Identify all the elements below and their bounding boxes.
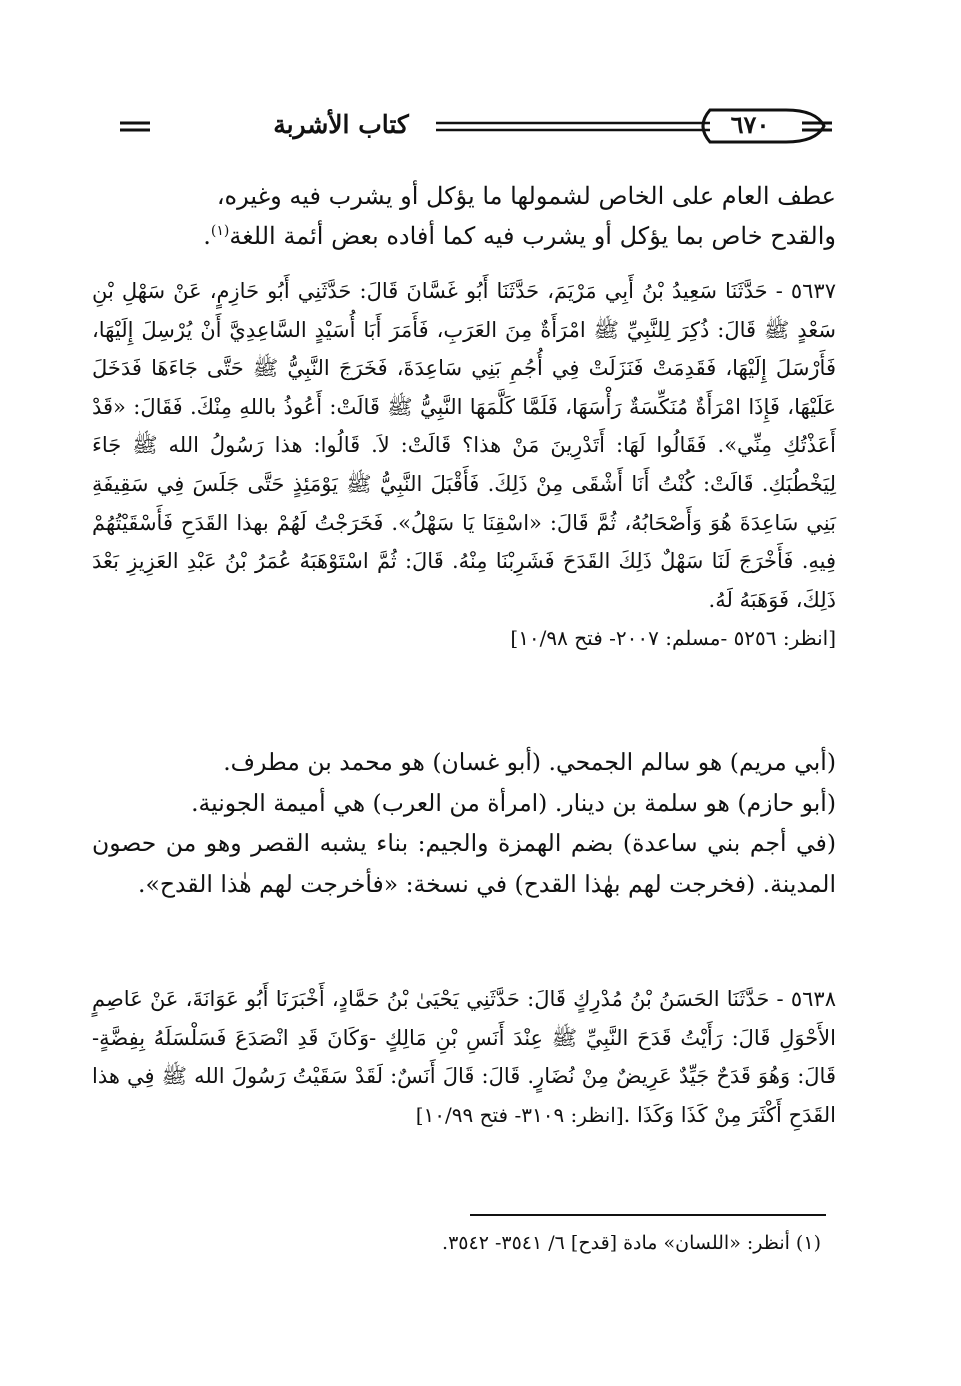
footnote-divider xyxy=(470,1214,826,1216)
intro-line-1: عطف العام على الخاص لشمولها ما يؤكل أو يشرب فيه وغيره، xyxy=(216,182,836,210)
intro-line-2 xyxy=(92,216,836,256)
commentary-notes xyxy=(92,742,836,904)
hadith-5637-text: ٥٦٣٧ - حَدَّثَنَا سَعِيدُ بْنُ أَبِي مَرْيَمَ، حَدَّثَنَا أَبُو غَسَّانَ قَالَ: حَدَّثَنِي أَبُو حَازِمٍ، عَنْ سَهْلِ بْنِ سَعْدٍ ﷺ قَالَ: ذُكِرَ لِلنَّبِيِّ ﷺ امْرَأَةٌ مِنَ العَرَبِ، فَأَمَرَ أَبَا أُسَيْدٍ السَّاعِدِيَّ أَنْ يُرْسِلَ إِلَيْهَا، فَأَرْسَلَ إِلَيْهَا، فَقَدِمَتْ فَنَزَلَتْ فِي أُجُمِ بَنِي سَاعِدَةَ، فَخَرَجَ النَّبِيُّ ﷺ حَتَّى جَاءَهَا فَدَخَلَ عَلَيْهَا، فَإِذَا امْرَأَةٌ مُنَكِّسَةٌ رَأْسَهَا، فَلَمَّا كَلَّمَهَا النَّبِيُّ ﷺ قَالَتْ: أَعُوذُ باللهِ مِنْكَ. فَقَالَ: «قَدْ أَعَذْتُكِ مِنِّي». فَقَالُوا لَهَا: أَتَدْرِينَ مَنْ هذا؟ قَالَتْ: لاَ. قَالُوا: هذا رَسُولُ الله ﷺ جَاءَ لِيَخْطُبَكِ. قَالَتْ: كُنْتُ أَنَا أَشْقَى مِنْ ذَلِكَ. فَأَقْبَلَ النَّبِيُّ ﷺ يَوْمَئِذٍ حَتَّى جَلَسَ فِي سَقِيفَةِ بَنِي سَاعِدَةَ هُوَ وَأَصْحَابُهُ، ثُمَّ قَالَ: «اسْقِنَا يَا سَهْلُ». فَخَرَجْتُ لَهُمْ بهذا القَدَحِ فَأَسْقَيْتُهُمْ فِيهِ. فَأَخْرَجَ لَنَا سَهْلٌ ذَلِكَ القَدَحَ فَشَرِبْنَا مِنْهُ. قَالَ: ثُمَّ اسْتَوْهَبَهُ عُمَرُ بْنُ عَبْدِ العَزِيزِ بَعْدَ ذَلِكَ، فَوَهَبَهُ لَهُ. xyxy=(92,279,837,612)
note-line-3: (في أجم بني ساعدة) بضم الهمزة والجيم: بناء يشبه القصر وهو من حصون المدينة. (فخرجت لهم بهٰذا القدح) في نسخة: «فأخرجت لهم هٰذا القدح». xyxy=(92,829,836,898)
intro-paragraph xyxy=(92,176,836,256)
footnote: (١) أنظر: «اللسان» مادة [قدح] ٦/ ٣٥٤١- ٣٥٤٢. xyxy=(442,1232,821,1254)
book-title: كتاب الأشربة xyxy=(246,108,436,142)
hadith-5638 xyxy=(92,980,836,1134)
note-line-2: (أبو حازم) هو سلمة بن دينار. (امرأة من العرب) هي أميمة الجونية. xyxy=(191,788,836,817)
intro-line-2-text: والقدح خاص بما يؤكل أو يشرب فيه كما أفاده بعض أئمة اللغة xyxy=(229,222,836,250)
hadith-5637 xyxy=(92,272,836,658)
footnote-marker: (١) xyxy=(210,223,230,239)
intro-line-2-end: . xyxy=(203,222,211,250)
page-number: ٦٧٠ xyxy=(730,110,770,139)
hadith-5637-reference: [انظر: ٥٢٥٦ -مسلم: ٢٠٠٧- فتح ١٠/٩٨] xyxy=(510,626,836,651)
hadith-5638-body: ٥٦٣٨ - حَدَّثَنَا الحَسَنُ بْنُ مُدْرِكٍ قَالَ: حَدَّثَنِي يَحْيَىٰ بْنُ حَمَّادٍ، أَخْبَرَنَا أَبُو عَوَانَةَ، عَنْ عَاصِمٍ الأَحْوَلِ قَالَ: رَأَيْتُ قَدَحَ النَّبِيِّ ﷺ عِنْدَ أَنَسِ بْنِ مَالِكٍ -وَكَانَ قَدِ انْصَدَعَ فَسَلْسَلَهُ بِفِضَّةٍ- قَالَ: وَهُوَ قَدَحٌ جَيِّدٌ عَرِيضٌ مِنْ نُضَارٍ. قَالَ: قَالَ أَنَسٌ: لَقَدْ سَقَيْتُ رَسُولَ الله ﷺ فِي هذا القَدَحِ أَكْثَرَ مِنْ كَذَا وَكَذَا . xyxy=(92,987,836,1127)
hadith-5638-text xyxy=(92,980,836,1134)
page-header xyxy=(96,104,832,148)
hadith-5638-reference: [انظر: ٣١٠٩- فتح ١٠/٩٩] xyxy=(415,1102,624,1127)
note-line-1: (أبي مريم) هو سالم الجمحي. (أبو غسان) هو محمد بن مطرف. xyxy=(223,748,836,776)
